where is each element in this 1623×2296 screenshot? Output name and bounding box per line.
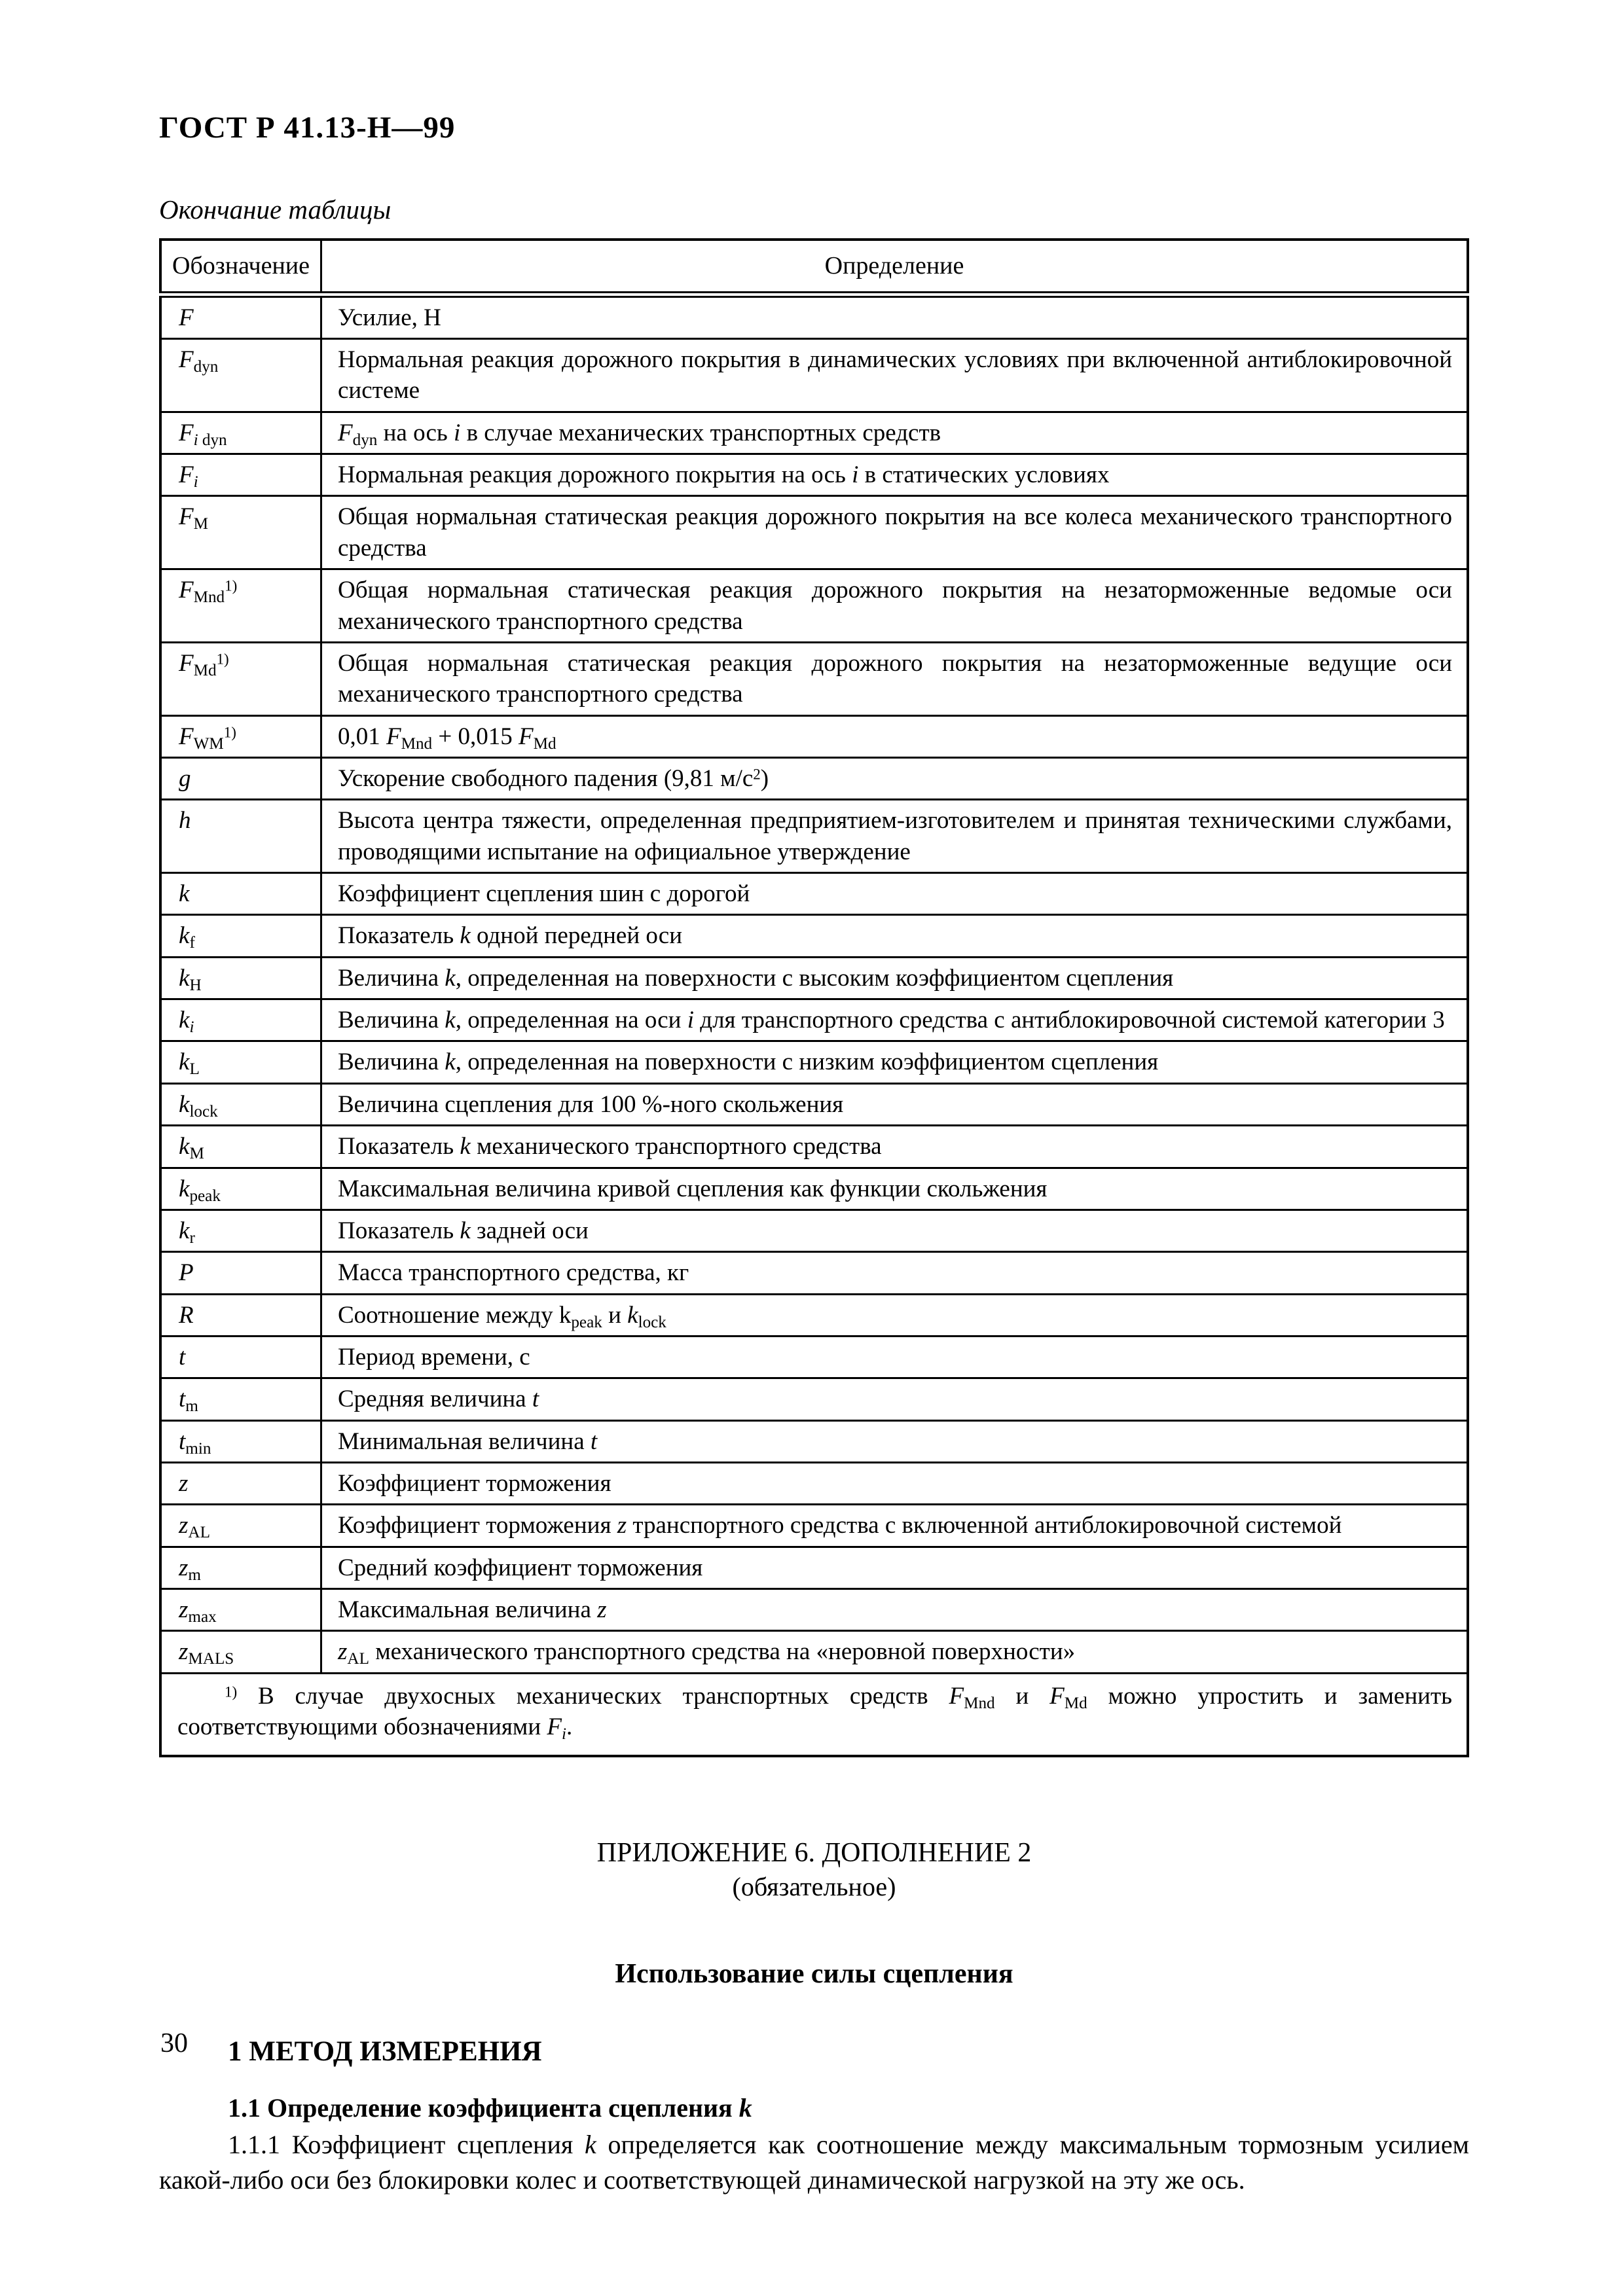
table-row <box>160 1378 1468 1420</box>
symbol-cell: R <box>160 1294 321 1336</box>
footnote-cell <box>160 1673 1468 1755</box>
table-row <box>160 715 1468 757</box>
definition-cell: Показатель k задней оси <box>321 1210 1468 1251</box>
clause-1-1-1-paragraph: 1.1.1 Коэффициент сцепления k определяется как соотношение между максимальным тормозным усилием какой-либо оси без блокировки колес и соответствующей динамической нагрузкой на эту же ось. <box>159 2129 1469 2195</box>
definition-cell: Показатель k механического транспортного средства <box>321 1126 1468 1168</box>
definition-cell: Усилие, Н <box>321 295 1468 339</box>
table-row <box>160 757 1468 799</box>
symbol-cell: $z_m$ <box>160 1547 321 1588</box>
table-row <box>160 957 1468 999</box>
definition-cell: Величина k, определенная на поверхности с высоким коэффициентом сцепления <box>321 957 1468 999</box>
definition-cell: Ускорение свободного падения (9,81 $м/с^2$) <box>321 757 1468 799</box>
table-row <box>160 1168 1468 1210</box>
definition-cell: Общая нормальная статическая реакция дорожного покрытия на все колеса механического транспортного средства <box>321 496 1468 569</box>
symbol-cell: $t_{min}$ <box>160 1420 321 1462</box>
table-row <box>160 295 1468 339</box>
symbol-cell: $z_{MALS}$ <box>160 1631 321 1673</box>
table-row <box>160 338 1468 412</box>
table-row <box>160 412 1468 454</box>
table-row <box>160 496 1468 569</box>
table-row <box>160 1336 1468 1378</box>
symbol-cell: $k_f$ <box>160 915 321 957</box>
definition-cell: Период времени, с <box>321 1336 1468 1378</box>
definition-cell: Масса транспортного средства, кг <box>321 1252 1468 1294</box>
table-row <box>160 1547 1468 1588</box>
symbol-cell: z <box>160 1463 321 1505</box>
definition-cell: Коэффициент торможения z транспортного средства с включенной антиблокировочной системой <box>321 1505 1468 1547</box>
symbol-cell: $k_H$ <box>160 957 321 999</box>
table-row <box>160 569 1468 643</box>
definition-cell: Величина сцепления для 100 %-ного скольжения <box>321 1083 1468 1125</box>
symbol-cell: $t_m$ <box>160 1378 321 1420</box>
definition-cell: Нормальная реакция дорожного покрытия на ось i в статических условиях <box>321 454 1468 496</box>
symbol-cell: $z_{max}$ <box>160 1589 321 1631</box>
column-header-definition: Определение <box>321 240 1468 295</box>
appendix-section <box>159 1837 1469 2198</box>
definition-cell: Величина k, определенная на поверхности с низким коэффициентом сцепления <box>321 1041 1468 1083</box>
table-body <box>160 295 1468 1756</box>
definition-cell: Соотношение между $k_{peak}$ и $k_{lock}$ <box>321 1294 1468 1336</box>
document-code: ГОСТ Р 41.13-Н—99 <box>159 111 456 145</box>
table-row <box>160 1126 1468 1168</box>
method-heading: 1 МЕТОД ИЗМЕРЕНИЯ <box>228 2036 542 2067</box>
symbol-cell: $k_{peak}$ <box>160 1168 321 1210</box>
appendix-title: ПРИЛОЖЕНИЕ 6. ДОПОЛНЕНИЕ 2 <box>596 1837 1032 1868</box>
clause-1-1-heading: 1.1 Определение коэффициента сцепления k <box>228 2092 752 2123</box>
table-row <box>160 1210 1468 1251</box>
table-row <box>160 1083 1468 1125</box>
appendix-subtitle: (обязательное) <box>732 1871 896 1901</box>
definition-cell: 0,01 $F_{Mnd} + 0,015$ $F_{Md}$ <box>321 715 1468 757</box>
definition-cell: Коэффициент торможения <box>321 1463 1468 1505</box>
definition-cell: Показатель k одной передней оси <box>321 915 1468 957</box>
table-row <box>160 873 1468 915</box>
definition-cell: Коэффициент сцепления шин с дорогой <box>321 873 1468 915</box>
symbol-cell: F <box>160 295 321 339</box>
symbols-table <box>159 238 1469 1757</box>
section-title: Использование силы сцепления <box>615 1958 1013 1989</box>
column-header-designation: Обозначение <box>160 240 321 295</box>
table-row <box>160 454 1468 496</box>
definition-cell: Средняя величина t <box>321 1378 1468 1420</box>
symbol-cell: $F_{Mnd}^{1)}$ <box>160 569 321 643</box>
table-row <box>160 1463 1468 1505</box>
symbol-cell: $k_r$ <box>160 1210 321 1251</box>
table-header <box>160 240 1468 295</box>
table-row <box>160 1041 1468 1083</box>
symbol-cell: $F_{dyn}$ <box>160 338 321 412</box>
definition-cell: Минимальная величина t <box>321 1420 1468 1462</box>
definition-cell: Высота центра тяжести, определенная предприятием-изготовителем и принятая техническими службами, проводящими испытание на официальное утверждение <box>321 800 1468 873</box>
table-row <box>160 1631 1468 1673</box>
symbol-cell: P <box>160 1252 321 1294</box>
definition-cell: Величина k, определенная на оси i для транспортного средства с антиблокировочной системой категории 3 <box>321 999 1468 1041</box>
table-row <box>160 999 1468 1041</box>
symbol-cell: $k_M$ <box>160 1126 321 1168</box>
table-row <box>160 1589 1468 1631</box>
symbol-cell: h <box>160 800 321 873</box>
symbol-cell: t <box>160 1336 321 1378</box>
table-row <box>160 1420 1468 1462</box>
symbol-cell: $k_{lock}$ <box>160 1083 321 1125</box>
definition-cell: $z_{AL}$ механического транспортного средства на «неровной поверхности» <box>321 1631 1468 1673</box>
symbol-cell: $z_{AL}$ <box>160 1505 321 1547</box>
definition-cell: Общая нормальная статическая реакция дорожного покрытия на незаторможенные ведущие оси механического транспортного средства <box>321 642 1468 715</box>
footnote-row <box>160 1673 1468 1755</box>
symbol-cell: $k_L$ <box>160 1041 321 1083</box>
definition-cell: Средний коэффициент торможения <box>321 1547 1468 1588</box>
symbol-cell: $F_i$ $_{dyn}$ <box>160 412 321 454</box>
symbol-cell: $F_M$ <box>160 496 321 569</box>
symbol-cell: k <box>160 873 321 915</box>
symbol-cell: g <box>160 757 321 799</box>
definition-cell: $F_{dyn}$ на ось i в случае механических транспортных средств <box>321 412 1468 454</box>
table-footnote: $^{1)}$ В случае двухосных механических транспортных средств $F_{Mnd}$ и $F_{Md}$ можно упростить и заменить соответствующими обозначениями $F_i$. <box>177 1682 1452 1744</box>
definition-cell: Максимальная величина кривой сцепления как функции скольжения <box>321 1168 1468 1210</box>
definition-cell: Максимальная величина z <box>321 1589 1468 1631</box>
table-row <box>160 915 1468 957</box>
table-row <box>160 642 1468 715</box>
table-row <box>160 1294 1468 1336</box>
table-row <box>160 1252 1468 1294</box>
page-number: 30 <box>160 2028 188 2058</box>
symbol-cell: $F_{Md}^{1)}$ <box>160 642 321 715</box>
symbol-cell: $F_i$ <box>160 454 321 496</box>
table-row <box>160 1505 1468 1547</box>
symbol-cell: $k_i$ <box>160 999 321 1041</box>
table-caption: Окончание таблицы <box>159 194 392 224</box>
symbol-cell: $F_{WM}^{1)}$ <box>160 715 321 757</box>
table-header-row <box>160 240 1468 295</box>
table-row <box>160 800 1468 873</box>
definition-cell: Нормальная реакция дорожного покрытия в динамических условиях при включенной антиблокировочной системе <box>321 338 1468 412</box>
definition-cell: Общая нормальная статическая реакция дорожного покрытия на незаторможенные ведомые оси механического транспортного средства <box>321 569 1468 643</box>
